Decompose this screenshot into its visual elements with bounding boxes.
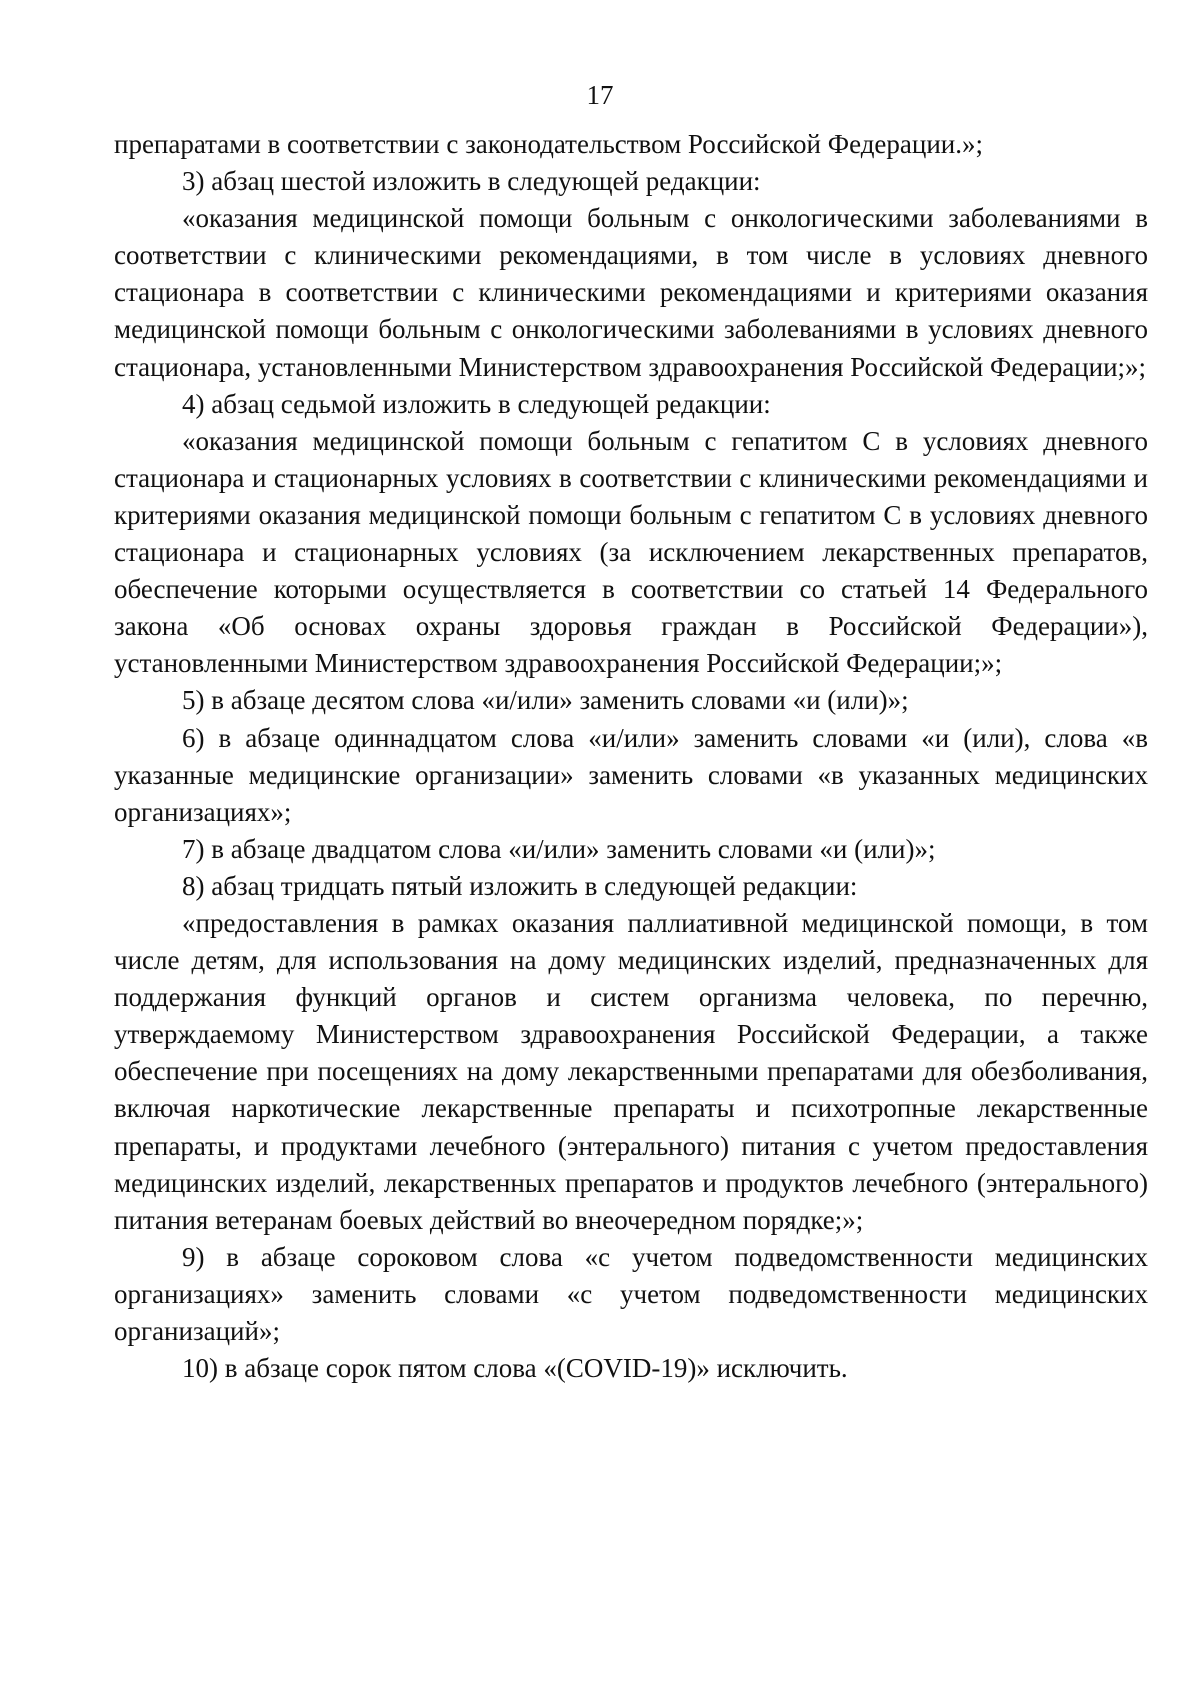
paragraph-item-8: 8) абзац тридцать пятый изложить в следующей редакции: [182,870,858,901]
paragraph-item-10: 10) в абзаце сорок пятом слова «(COVID-19)» исключить. [182,1353,848,1384]
paragraph-quote-palliative: «предоставления в рамках оказания паллиативной медицинской помощи, в том числе детям, для использования на дому медицинских изделий, предназначенных для поддержания функций органов и систем организма человека, по перечню, утверждаемому Министерством здравоохранения Российской Федерации, а также обеспечение при посещениях на дому лекарственными препаратами для обезболивания, включая наркотические лекарственные препараты и психотропные лекарственные препараты, и продуктами лечебного (энтерального) питания с учетом предоставления медицинских изделий, лекарственных препаратов и продуктов лечебного (энтерального) питания ветеранам боевых действий во внеочередном порядке;»; [114,907,1148,1235]
paragraph-item-9: 9) в абзаце сороковом слова «с учетом подведомственности медицинских организациях» заменить словами «с учетом подведомственности медицинских организаций»; [114,1241,1148,1346]
paragraph-continuation: препаратами в соответствии с законодательством Российской Федерации.»; [114,129,983,159]
document-body [114,126,1148,1387]
paragraph-item-6: 6) в абзаце одиннадцатом слова «и/или» заменить словами «и (или), слова «в указанные медицинские организации» заменить словами «в указанных медицинских организациях»; [114,722,1148,827]
paragraph-quote-oncology: «оказания медицинской помощи больным с онкологическими заболеваниями в соответствии с клиническими рекомендациями, в том числе в условиях дневного стационара в соответствии с клиническими рекомендациями и критериями оказания медицинской помощи больным с онкологическими заболеваниями в условиях дневного стационара, установленными Министерством здравоохранения Российской Федерации;»; [114,203,1148,382]
paragraph-quote-hepatitis: «оказания медицинской помощи больным с гепатитом С в условиях дневного стационара и стационарных условиях в соответствии с клиническими рекомендациями и критериями оказания медицинской помощи больным с гепатитом С в условиях дневного стационара и стационарных условиях (за исключением лекарственных препаратов, обеспечение которыми осуществляется в соответствии со статьей 14 Федерального закона «Об основах охраны здоровья граждан в Российской Федерации»), установленными Министерством здравоохранения Российской Федерации;»; [114,425,1148,679]
paragraph-item-3: 3) абзац шестой изложить в следующей редакции: [182,166,761,197]
paragraph-item-5: 5) в абзаце десятом слова «и/или» заменить словами «и (или)»; [182,685,909,716]
paragraph-item-4: 4) абзац седьмой изложить в следующей редакции: [182,388,771,419]
page-number: 17 [586,80,614,110]
paragraph-item-7: 7) в абзаце двадцатом слова «и/или» заменить словами «и (или)»; [182,833,936,864]
